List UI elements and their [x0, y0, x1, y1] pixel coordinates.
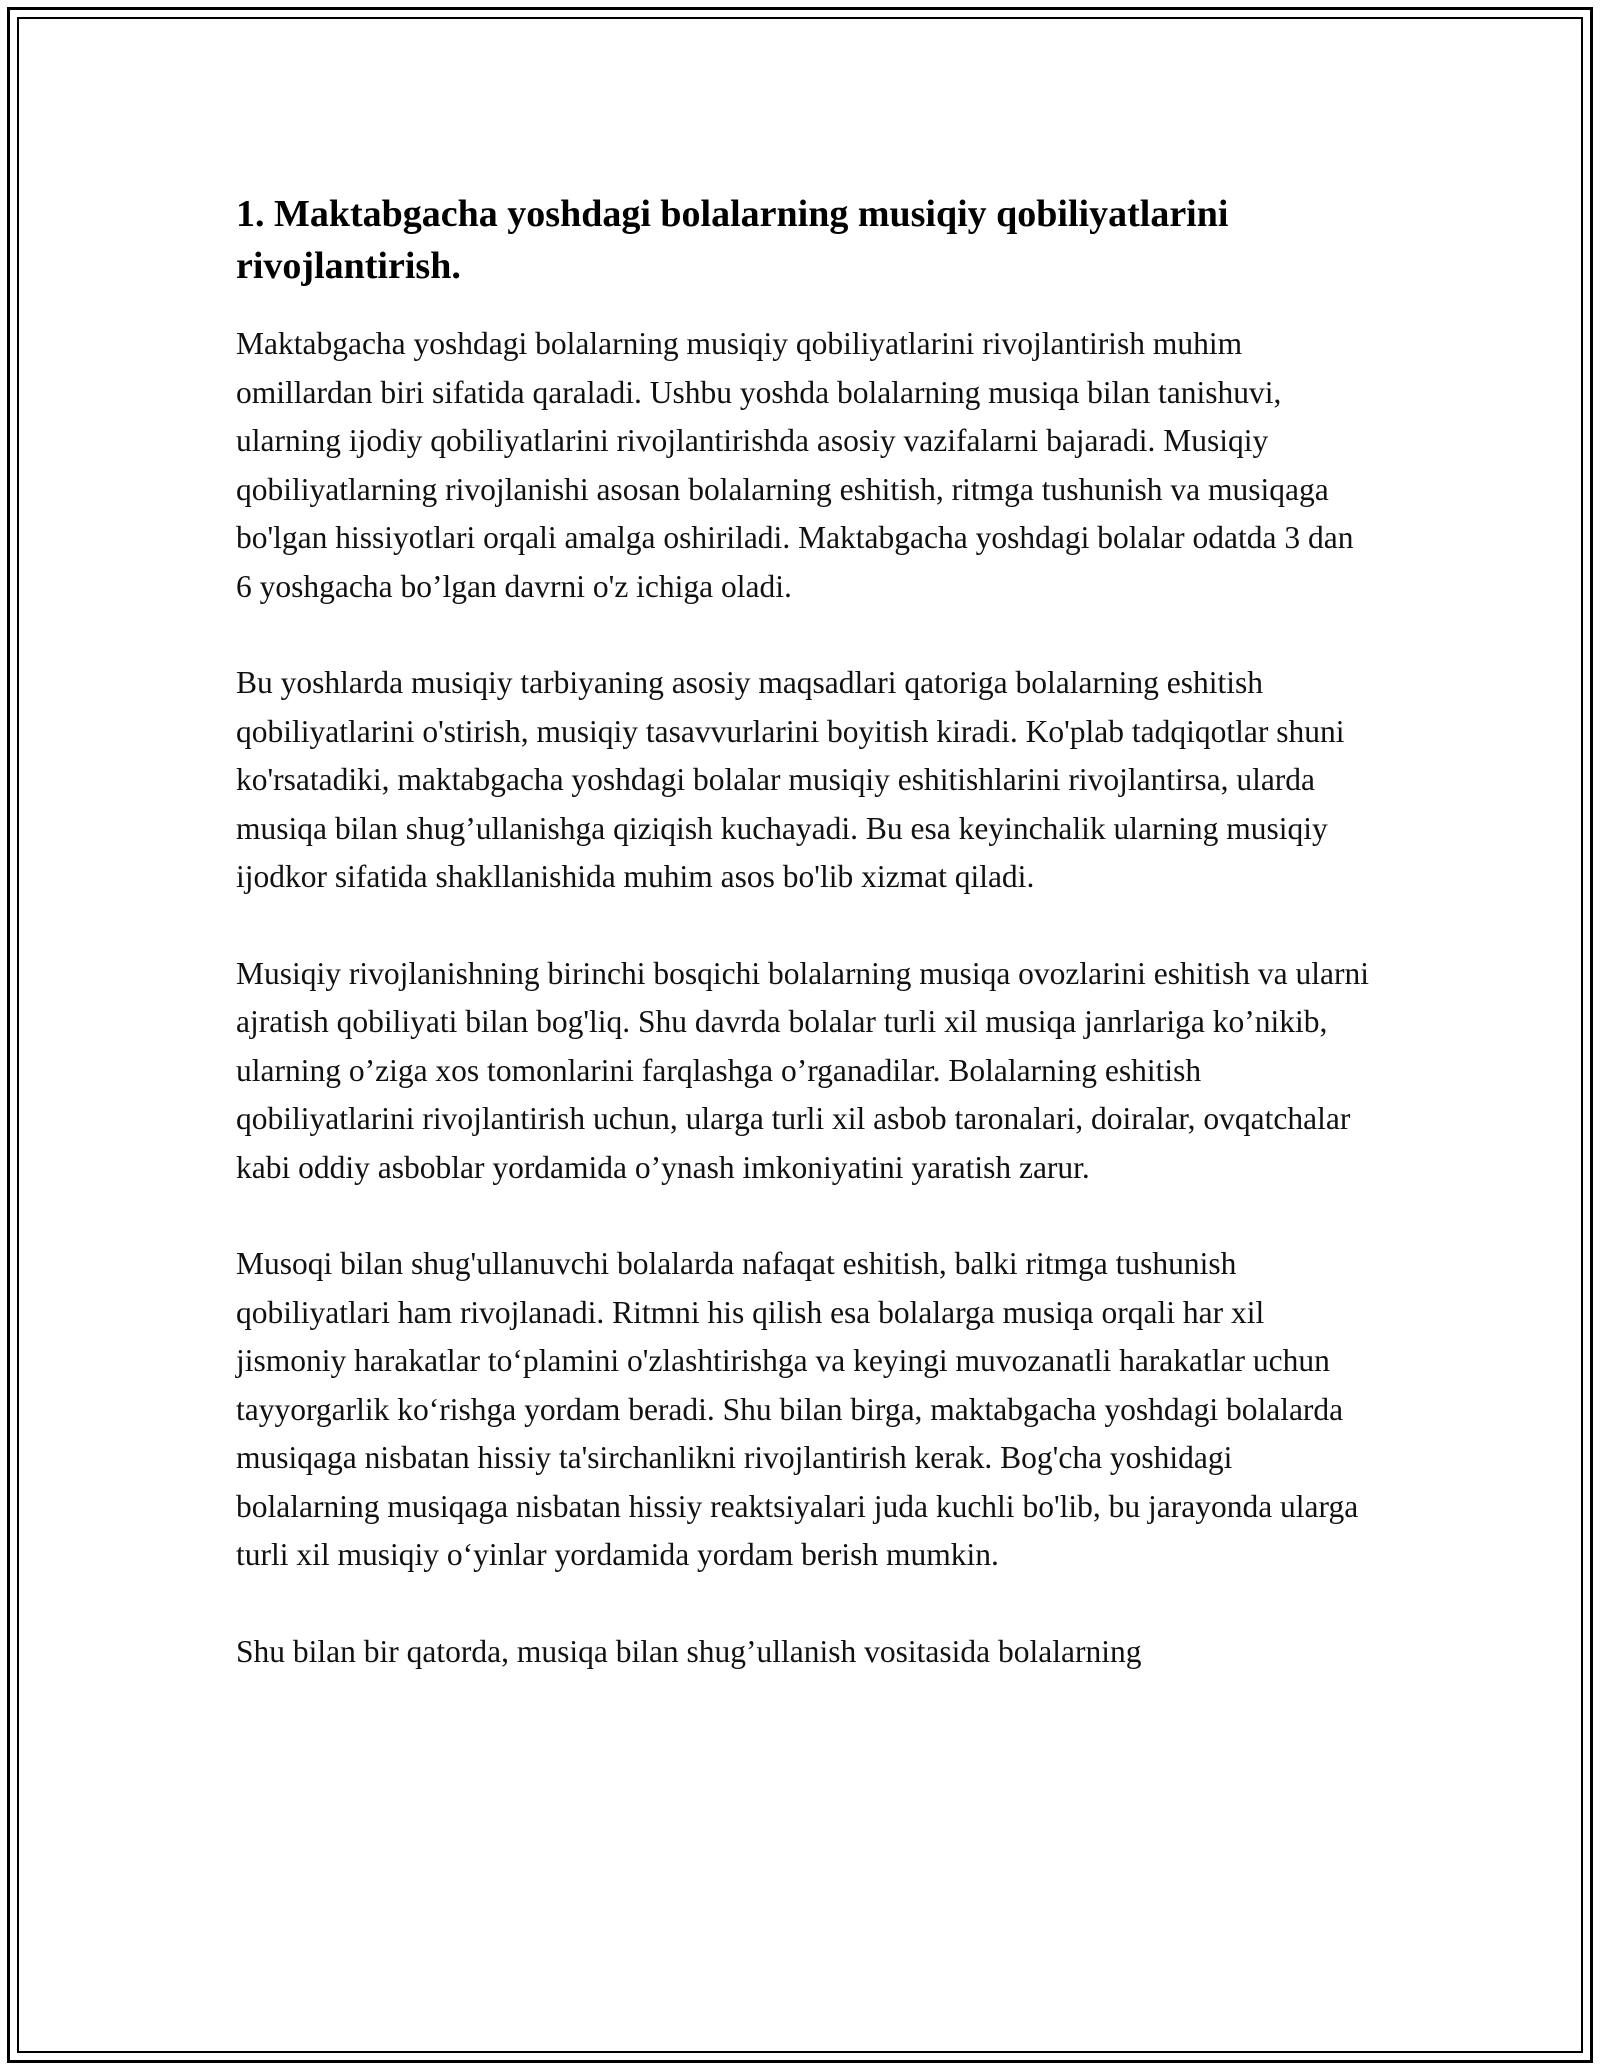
paragraph-5: Shu bilan bir qatorda, musiqa bilan shug’ullanish vositasida bolalarning	[236, 1633, 1142, 1669]
paragraph-2: Bu yoshlarda musiqiy tarbiyaning asosiy maqsadlari qatoriga bolalarning eshitish qobiliyatlarini o'stirish, musiqiy tasavvurlarini boyitish kiradi. Ko'plab tadqiqotlar shuni ko'rsatadiki, maktabgacha yoshdagi bolalar musiqiy eshitishlarini rivojlantirsa, ularda musiqa bilan shug’ullanishga qiziqish kuchayadi. Bu esa keyinchalik ularning musiqiy ijodkor sifatida shakllanishida muhim asos bo'lib xizmat qiladi.	[236, 665, 1345, 894]
paragraph-4: Musoqi bilan shug'ullanuvchi bolalarda nafaqat eshitish, balki ritmga tushunish qobiliyatlari ham rivojlanadi. Ritmni his qilish esa bolalarga musiqa orqali har xil jismoniy harakatlar to‘plamini o'zlashtirishga va keyingi muvozanatli harakatlar uchun tayyorgarlik ko‘rishga yordam beradi. Shu bilan birga, maktabgacha yoshdagi bolalarda musiqaga nisbatan hissiy ta'sirchanlikni rivojlantirish kerak. Bog'cha yoshidagi bolalarning musiqaga nisbatan hissiy reaktsiyalari juda kuchli bo'lib, bu jarayonda ularga turli xil musiqiy o‘yinlar yordamida yordam berish mumkin.	[236, 1246, 1359, 1572]
paragraph-1: Maktabgacha yoshdagi bolalarning musiqiy qobiliyatlarini rivojlantirish muhim omillardan biri sifatida qaraladi. Ushbu yoshda bolalarning musiqa bilan tanishuvi, ularning ijodiy qobiliyatlarini rivojlantirishda asosiy vazifalarni bajaradi. Musiqiy qobiliyatlarning rivojlanishi asosan bolalarning eshitish, ritmga tushunish va musiqaga bo'lgan hissiyotlari orqali amalga oshiriladi. Maktabgacha yoshdagi bolalar odatda 3 dan 6 yoshgacha bo’lgan davrni o'z ichiga oladi.	[236, 326, 1354, 604]
document-body	[236, 188, 1376, 1676]
paragraph-3: Musiqiy rivojlanishning birinchi bosqichi bolalarning musiqa ovozlarini eshitish va ularni ajratish qobiliyati bilan bog'liq. Shu davrda bolalar turli xil musiqa janrlariga ko’nikib, ularning o’ziga xos tomonlarini farqlashga o’rganadilar. Bolalarning eshitish qobiliyatlarini rivojlantirish uchun, ularga turli xil asbob taronalari, doiralar, ovqatchalar kabi oddiy asboblar yordamida o’ynash imkoniyatini yaratish zarur.	[236, 955, 1369, 1185]
section-heading: 1. Maktabgacha yoshdagi bolalarning musiqiy qobiliyatlarini rivojlantirish.	[236, 193, 1229, 287]
